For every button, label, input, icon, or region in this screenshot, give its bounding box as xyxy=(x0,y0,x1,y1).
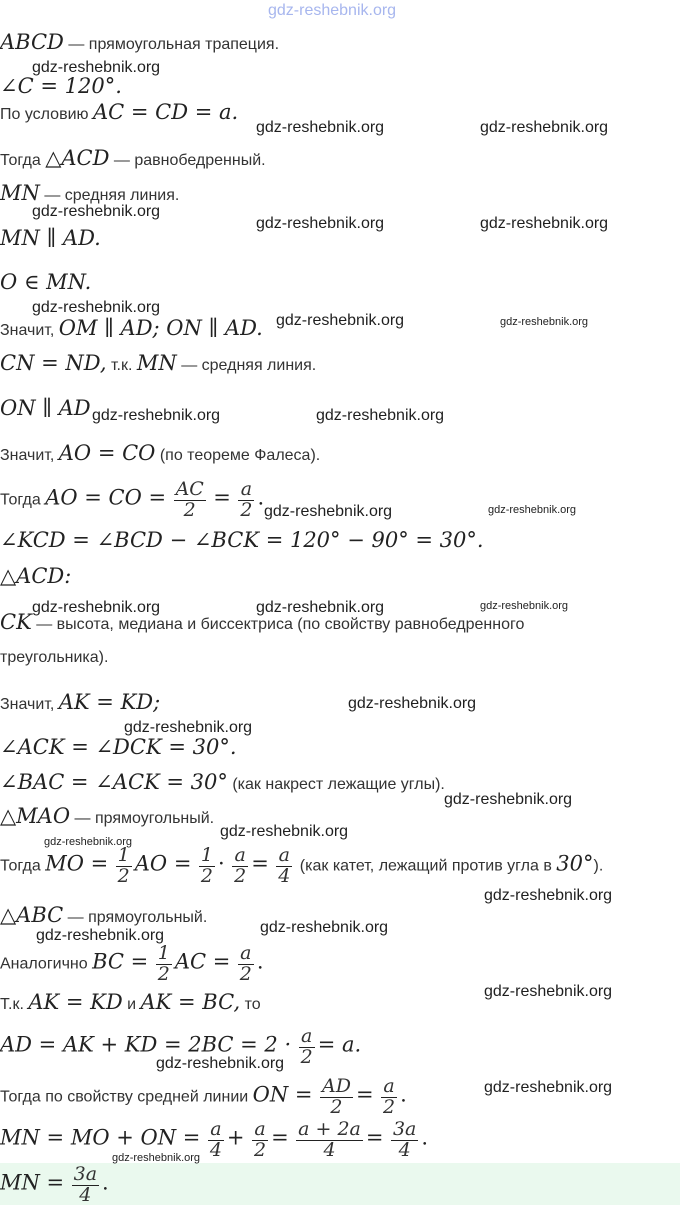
denominator: 4 xyxy=(278,864,291,887)
watermark: gdz-reshebnik.org xyxy=(484,1079,613,1096)
numerator: a xyxy=(381,1077,397,1098)
math-expr: AO = xyxy=(134,851,192,876)
fraction xyxy=(174,480,206,521)
denominator: 2 xyxy=(117,864,130,887)
math-expr: △ACD: xyxy=(0,564,72,588)
math-expr: △ACD xyxy=(45,146,110,170)
line-on-parallel xyxy=(0,398,91,419)
watermark: gdz-reshebnik.org xyxy=(156,1055,285,1072)
period: . xyxy=(257,485,265,510)
text: Тогда xyxy=(0,491,46,509)
watermark: gdz-reshebnik.org xyxy=(256,215,385,232)
watermark: gdz-reshebnik.org xyxy=(264,503,393,520)
math-expr: ON ∥ AD xyxy=(0,396,91,420)
watermark: gdz-reshebnik.org xyxy=(484,887,613,904)
text: Значит, xyxy=(0,322,59,339)
line-triangle-mao xyxy=(0,806,214,827)
text: треугольника). xyxy=(0,649,109,666)
text: (по теореме Фалеса). xyxy=(155,447,321,464)
line-angle-c xyxy=(0,76,122,97)
fraction xyxy=(391,1120,418,1161)
text: — прямоугольный. xyxy=(63,909,208,926)
denominator: 2 xyxy=(239,962,252,985)
watermark: gdz-reshebnik.org xyxy=(220,823,349,840)
text: — прямоугольная трапеция. xyxy=(63,36,280,53)
period: . xyxy=(256,949,264,974)
math-expr: AO = CO xyxy=(58,441,156,465)
period: . xyxy=(102,1170,109,1195)
math-expr: OM ∥ AD; ON ∥ AD. xyxy=(58,316,263,340)
math-expr: AK = BC, xyxy=(140,990,241,1014)
math-expr: AD = AK + KD = 2BC = 2 · xyxy=(0,1032,292,1057)
line-ak-kd xyxy=(0,692,160,713)
watermark: gdz-reshebnik.org xyxy=(92,407,221,424)
watermark: gdz-reshebnik.org xyxy=(32,59,161,76)
watermark: gdz-reshebnik.org xyxy=(444,791,573,808)
line-isosceles xyxy=(0,148,266,169)
text: Тогда xyxy=(0,857,46,875)
watermark: gdz-reshebnik.org xyxy=(276,312,405,329)
denominator: 2 xyxy=(330,1095,343,1118)
equals-sign: = xyxy=(251,851,269,876)
numerator: AC xyxy=(175,478,204,500)
denominator: 2 xyxy=(253,1138,267,1161)
denominator: 4 xyxy=(79,1183,92,1206)
line-ak-bc xyxy=(0,992,261,1013)
math-expr: CN = ND, xyxy=(0,351,107,375)
math-expr: AK = KD; xyxy=(58,690,161,714)
watermark: gdz-reshebnik.org xyxy=(32,599,161,616)
text: и xyxy=(122,996,141,1013)
line-mo xyxy=(0,846,603,887)
numerator: 3a xyxy=(73,1163,98,1185)
math-expr: BC = xyxy=(92,949,149,974)
period: . xyxy=(421,1125,429,1150)
text: Т.к. xyxy=(0,996,29,1013)
denominator: 4 xyxy=(323,1138,336,1161)
line-on xyxy=(0,1077,407,1118)
line-cn-nd xyxy=(0,353,316,374)
numerator: a xyxy=(238,480,254,501)
text: то xyxy=(240,996,261,1013)
math-expr: ON = xyxy=(252,1082,313,1107)
numerator: a xyxy=(299,1027,315,1048)
text: (как накрест лежащие углы). xyxy=(227,776,445,793)
math-expr: MO = xyxy=(45,851,109,876)
numerator: AD xyxy=(321,1075,351,1097)
watermark-top: gdz-reshebnik.org xyxy=(268,2,397,19)
math-expr: O ∈ MN. xyxy=(0,270,92,294)
line-angle-kcd xyxy=(0,530,484,551)
watermark: gdz-reshebnik.org xyxy=(256,119,385,136)
denominator: 2 xyxy=(183,498,196,521)
watermark: gdz-reshebnik.org xyxy=(112,1152,201,1164)
text: — прямоугольный. xyxy=(70,810,215,827)
line-angle-ack xyxy=(0,737,237,758)
math-expr: 30° xyxy=(556,851,594,876)
numerator: 1 xyxy=(200,844,213,866)
fraction xyxy=(252,1120,268,1161)
text: — средняя линия. xyxy=(39,187,180,204)
math-expr: AK = KD xyxy=(28,990,123,1014)
watermark: gdz-reshebnik.org xyxy=(44,836,133,848)
fraction xyxy=(72,1165,99,1206)
line-condition xyxy=(0,102,238,123)
math-expr: MN = MO + ON = xyxy=(0,1125,201,1150)
line-triangle-abc xyxy=(0,905,207,926)
fraction xyxy=(238,480,254,521)
math-expr: ∠BAC = ∠ACK = 30° xyxy=(0,770,228,794)
math-expr: ∠ACK = ∠DCK = 30°. xyxy=(0,735,237,759)
watermark: gdz-reshebnik.org xyxy=(480,119,609,136)
line-angle-bac xyxy=(0,772,445,793)
denominator: 2 xyxy=(383,1095,396,1118)
denominator: 4 xyxy=(209,1138,222,1161)
line-ao-co xyxy=(0,480,264,521)
math-expr: ABCD xyxy=(0,30,64,54)
denominator: 4 xyxy=(398,1138,411,1161)
watermark: gdz-reshebnik.org xyxy=(348,695,477,712)
numerator: a + 2a xyxy=(298,1118,361,1140)
math-expr: AC = xyxy=(174,949,231,974)
math-expr: CK xyxy=(0,610,32,634)
fraction xyxy=(199,846,215,887)
watermark: gdz-reshebnik.org xyxy=(260,919,389,936)
plus-sign: + xyxy=(226,1125,245,1150)
watermark: gdz-reshebnik.org xyxy=(488,504,577,516)
numerator: a xyxy=(232,846,248,867)
math-expr: △MAO xyxy=(0,804,71,828)
watermark: gdz-reshebnik.org xyxy=(316,407,445,424)
equals-sign: = xyxy=(213,485,231,510)
watermark: gdz-reshebnik.org xyxy=(32,299,161,316)
equals-sign: = xyxy=(365,1125,384,1150)
fraction xyxy=(238,944,254,985)
text: Значит, xyxy=(0,696,59,713)
watermark: gdz-reshebnik.org xyxy=(480,600,569,612)
watermark: gdz-reshebnik.org xyxy=(256,599,385,616)
line-triangle-word xyxy=(0,650,108,666)
math-expr: ∠KCD = ∠BCD − ∠BCK = 120° − 90° = 30°. xyxy=(0,528,484,552)
denominator: 2 xyxy=(300,1045,313,1068)
fraction xyxy=(296,1120,363,1161)
text: — высота, медиана и биссектриса (по свойству равнобедренного xyxy=(31,616,525,633)
math-expr: MN xyxy=(0,181,40,205)
watermark: gdz-reshebnik.org xyxy=(124,719,253,736)
period: . xyxy=(400,1082,407,1107)
line-trapezoid xyxy=(0,32,279,53)
numerator: a xyxy=(238,944,254,965)
line-om-on xyxy=(0,318,263,339)
text: Значит, xyxy=(0,447,59,464)
fraction xyxy=(116,846,132,887)
denominator: 2 xyxy=(157,962,170,985)
line-bc xyxy=(0,944,264,985)
numerator: a xyxy=(276,846,292,867)
equals-sign: = xyxy=(355,1082,374,1107)
fraction xyxy=(381,1077,397,1118)
line-midline xyxy=(0,183,179,204)
watermark: gdz-reshebnik.org xyxy=(480,215,609,232)
math-expr: = a. xyxy=(317,1032,362,1057)
fraction xyxy=(276,846,292,887)
math-expr: △ABC xyxy=(0,903,64,927)
line-mn-parallel xyxy=(0,228,101,249)
watermark: gdz-reshebnik.org xyxy=(484,983,613,1000)
text: Аналогично xyxy=(0,955,93,973)
numerator: a xyxy=(208,1120,224,1141)
fraction xyxy=(208,1120,224,1161)
watermark: gdz-reshebnik.org xyxy=(36,927,165,944)
numerator: 1 xyxy=(157,942,170,964)
numerator: a xyxy=(252,1120,268,1141)
fraction xyxy=(320,1077,353,1118)
denominator: 2 xyxy=(234,864,247,887)
text: Тогда по свойству средней линии xyxy=(0,1088,253,1106)
denominator: 2 xyxy=(200,864,213,887)
math-expr: AC = CD = a. xyxy=(92,100,239,124)
text: (как катет, лежащий против угла в xyxy=(295,857,557,875)
equals-sign: = xyxy=(271,1125,289,1150)
line-o-in-mn xyxy=(0,272,91,293)
denominator: 2 xyxy=(240,498,253,521)
text: По условию xyxy=(0,106,93,123)
watermark: gdz-reshebnik.org xyxy=(32,203,161,220)
text: Тогда xyxy=(0,152,46,169)
line-triangle-acd xyxy=(0,566,71,587)
numerator: 1 xyxy=(117,844,130,866)
line-thales xyxy=(0,443,320,464)
math-expr: MN = xyxy=(0,1170,65,1195)
fraction xyxy=(299,1027,315,1068)
line-answer xyxy=(0,1165,109,1206)
fraction xyxy=(232,846,248,887)
fraction xyxy=(156,944,172,985)
watermark: gdz-reshebnik.org xyxy=(500,316,589,328)
math-expr: MN ∥ AD. xyxy=(0,226,101,250)
dot-sign: · xyxy=(217,851,225,876)
math-expr: ∠C = 120°. xyxy=(0,74,122,98)
text: ). xyxy=(593,857,604,875)
numerator: 3a xyxy=(392,1118,417,1140)
text: — равнобедренный. xyxy=(109,152,266,169)
math-expr: AO = CO = xyxy=(45,485,167,510)
text: т.к. xyxy=(106,357,137,374)
text: — средняя линия. xyxy=(176,357,317,374)
math-expr: MN xyxy=(136,351,177,375)
line-mn-sum xyxy=(0,1120,428,1161)
